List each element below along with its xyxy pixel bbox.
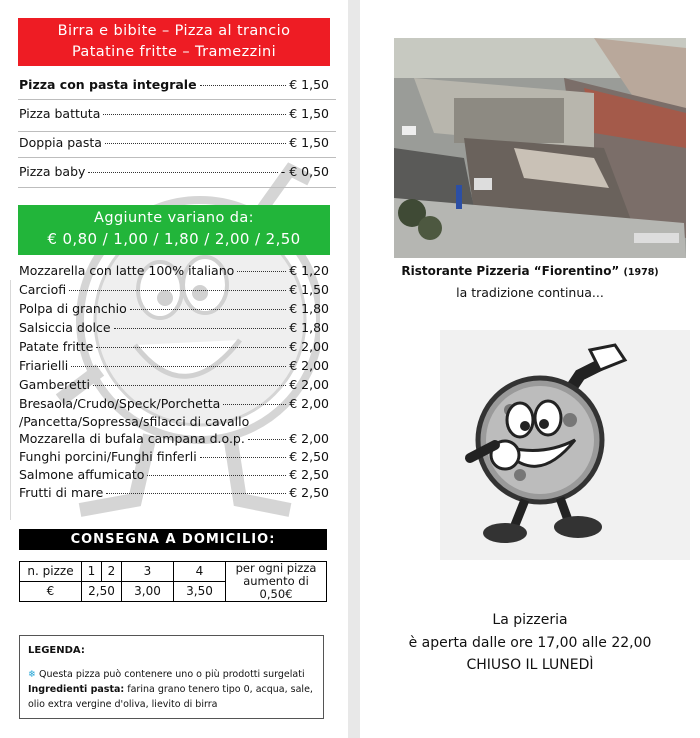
restaurant-name: Ristorante Pizzeria “Fiorentino” <box>401 264 620 278</box>
leader-dots <box>106 493 286 494</box>
addition-price: € 2,50 <box>289 467 329 482</box>
menu-item-price: € 1,50 <box>289 135 329 150</box>
addition-name: Gamberetti <box>19 377 90 392</box>
menu-item-name: Pizza con pasta integrale <box>19 77 197 92</box>
addition-name: Funghi porcini/Funghi finferli <box>19 449 197 464</box>
row-separator <box>18 131 336 132</box>
drinks-banner-line2: Patatine fritte – Tramezzini <box>71 44 277 60</box>
addition-item <box>19 467 329 482</box>
delivery-note: per ogni pizza aumento di 0,50€ <box>226 562 327 602</box>
addition-item <box>19 301 329 316</box>
legend-frozen-note: Questa pizza può contenere uno o più prodotti surgelati <box>39 669 305 680</box>
drinks-banner <box>18 18 330 66</box>
row-separator <box>18 157 336 158</box>
leader-dots <box>96 347 286 348</box>
legend-frozen-line <box>28 667 315 682</box>
addition-item <box>19 339 329 354</box>
addition-price: € 1,80 <box>289 301 329 316</box>
addition-item <box>19 485 329 500</box>
addition-name: Mozzarella con latte 100% italiano <box>19 263 235 278</box>
addition-price: € 2,00 <box>289 358 329 373</box>
legend-title: LEGENDA: <box>28 645 85 656</box>
addition-name: Polpa di granchio <box>19 301 127 316</box>
snowflake-icon: ❄ <box>28 669 36 680</box>
leader-dots <box>69 290 286 291</box>
leader-dots <box>130 309 287 310</box>
hours-line1: La pizzeria <box>492 612 568 628</box>
delivery-header-cell: 4 <box>174 562 226 582</box>
delivery-value-cell: 3,50 <box>174 582 226 602</box>
closed-day: CHIUSO IL LUNEDÌ <box>466 657 594 673</box>
restaurant-year: (1978) <box>623 267 659 278</box>
leader-dots <box>200 457 287 458</box>
row-separator <box>18 187 336 188</box>
addition-item <box>19 282 329 297</box>
addition-price: € 2,00 <box>289 431 329 446</box>
addition-name: Friarielli <box>19 358 69 373</box>
addition-name: Bresaola/Crudo/Speck/Porchetta <box>19 396 221 411</box>
menu-item-price: - € 0,50 <box>280 164 329 179</box>
addition-price: € 1,50 <box>289 282 329 297</box>
addition-item <box>19 431 329 446</box>
leader-dots <box>88 172 277 173</box>
leader-dots <box>114 328 287 329</box>
hours-line2: è aperta dalle ore 17,00 alle 22,00 <box>408 635 652 651</box>
delivery-table <box>19 561 327 602</box>
menu-item-price: € 1,50 <box>289 77 329 92</box>
delivery-header-cell: n. pizze <box>20 562 82 582</box>
delivery-value-cell: 3,00 <box>122 582 174 602</box>
addition-price: € 2,00 <box>289 339 329 354</box>
left-divider <box>10 280 11 520</box>
leader-dots <box>248 439 286 440</box>
addition-item <box>19 396 329 411</box>
leader-dots <box>147 475 286 476</box>
leader-dots <box>93 385 286 386</box>
leader-dots <box>223 404 286 405</box>
menu-item-name: Doppia pasta <box>19 135 102 150</box>
additions-banner <box>18 205 330 255</box>
restaurant-name-line <box>360 264 700 278</box>
addition-item-continued <box>19 414 329 429</box>
addition-name: Salmone affumicato <box>19 467 145 482</box>
page-fold <box>348 0 360 738</box>
leader-dots <box>71 366 286 367</box>
addition-name: Patate fritte <box>19 339 94 354</box>
addition-item <box>19 377 329 392</box>
addition-item <box>19 358 329 373</box>
menu-item <box>19 164 329 179</box>
legend-box <box>19 635 324 719</box>
addition-item <box>19 320 329 335</box>
delivery-title: CONSEGNA A DOMICILIO: <box>19 529 327 550</box>
leader-dots <box>105 143 286 144</box>
menu-item-price: € 1,50 <box>289 106 329 121</box>
menu-item <box>19 77 329 92</box>
menu-item <box>19 135 329 150</box>
addition-name: Carciofi <box>19 282 67 297</box>
addition-name: Mozzarella di bufala campana d.o.p. <box>19 431 245 446</box>
addition-price: € 2,50 <box>289 449 329 464</box>
addition-price: € 2,50 <box>289 485 329 500</box>
addition-price: € 2,00 <box>289 377 329 392</box>
addition-price: € 1,20 <box>289 263 329 278</box>
legend-ingredients-label: Ingredienti pasta: <box>28 684 125 695</box>
leader-dots <box>237 271 286 272</box>
delivery-header-cell: 1 <box>82 562 102 582</box>
leader-dots <box>200 85 287 86</box>
additions-banner-line2: € 0,80 / 1,00 / 1,80 / 2,00 / 2,50 <box>47 230 301 248</box>
addition-price: € 1,80 <box>289 320 329 335</box>
drinks-banner-line1: Birra e bibite – Pizza al trancio <box>57 23 291 39</box>
menu-item-name: Pizza battuta <box>19 106 101 121</box>
delivery-value-cell: € <box>20 582 82 602</box>
tagline: la tradizione continua... <box>456 285 604 300</box>
legend-ingredients-text2: olio extra vergine d'oliva, lievito di birra <box>28 699 218 710</box>
menu-item-name: Pizza baby <box>19 164 86 179</box>
addition-price: € 2,00 <box>289 396 329 411</box>
addition-name: Salsiccia dolce <box>19 320 111 335</box>
legend-ingredients-text: farina grano tenero tipo 0, acqua, sale, <box>127 684 313 695</box>
pizza-mascot-illustration <box>440 330 690 560</box>
delivery-value-cell: 2,50 <box>82 582 122 602</box>
addition-name: Frutti di mare <box>19 485 104 500</box>
leader-dots <box>103 114 286 115</box>
row-separator <box>18 99 336 100</box>
legend-ingredients-line <box>28 682 315 697</box>
menu-item <box>19 106 329 121</box>
addition-item <box>19 449 329 464</box>
restaurant-photo <box>394 38 686 258</box>
addition-item <box>19 263 329 278</box>
addition-name-continued: /Pancetta/Sopressa/sfilacci di cavallo <box>19 414 250 429</box>
delivery-header-cell: 3 <box>122 562 174 582</box>
additions-banner-line1: Aggiunte variano da: <box>94 210 254 226</box>
delivery-header-cell: 2 <box>102 562 122 582</box>
